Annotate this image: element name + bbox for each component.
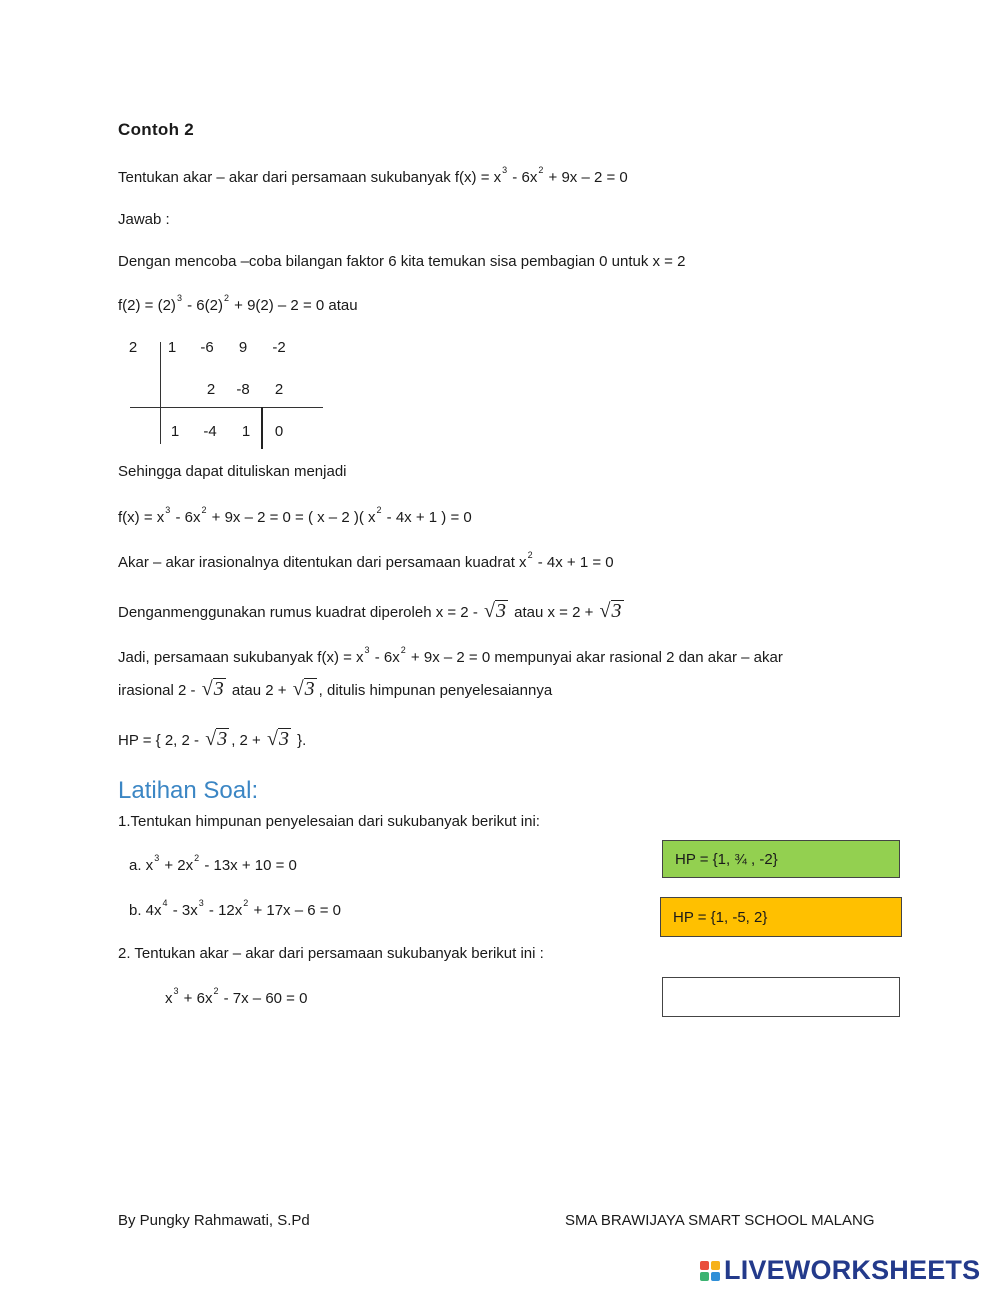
question-2: 2. Tentukan akar – akar dari persamaan sukubanyak berikut ini :: [118, 945, 544, 962]
horner-cell: -6: [200, 339, 214, 356]
jawab-label: Jawab :: [118, 211, 170, 228]
horner-cell: 2: [206, 381, 216, 398]
horner-divisor: 2: [128, 339, 138, 356]
sehingga-text: Sehingga dapat dituliskan menjadi: [118, 463, 347, 480]
latihan-heading: Latihan Soal:: [118, 777, 259, 804]
horner-divider-horizontal: [130, 407, 323, 408]
sqrt-symbol: √3: [292, 678, 315, 700]
sqrt-symbol: √3: [599, 600, 622, 622]
trial-text: Dengan mencoba –coba bilangan faktor 6 kita temukan sisa pembagian 0 untuk x = 2: [118, 253, 686, 270]
horner-cell: 1: [170, 423, 180, 440]
footer-school: SMA BRAWIJAYA SMART SCHOOL MALANG: [565, 1212, 875, 1229]
sqrt-symbol: √3: [201, 678, 224, 700]
jadi-text: Jadi, persamaan sukubanyak $f(x) = x^3 - 6x^2 + 9x - 2 = 0$ mempunyai akar rasional 2 dan akar – akar: [118, 645, 783, 666]
factored-equation: $f(x) = x^3 - 6x^2 + 9x - 2 = 0$ = ( x – 2 )( $x^2 - 4x + 1$ ) = 0: [118, 505, 472, 526]
rumus-text: Denganmenggunakan rumus kuadrat diperoleh x = 2 - √3 atau x = 2 + √3: [118, 600, 622, 622]
horner-cell: 9: [238, 339, 248, 356]
question-1b: b. $4x^4 - 3x^3 - 12x^2 + 17x - 6 = 0$: [129, 898, 342, 919]
question-1: 1.Tentukan himpunan penyelesaian dari sukubanyak berikut ini:: [118, 813, 540, 830]
f2-equation: $f(2) = (2)^3 - 6(2)^2 + 9(2) - 2 = 0$ atau: [118, 293, 358, 314]
question-2-equation: $x^3 + 6x^2 - 7x - 60 = 0$: [165, 986, 308, 1007]
horner-cell: -8: [236, 381, 250, 398]
horner-cell: 1: [167, 339, 177, 356]
horner-cell: 2: [274, 381, 284, 398]
page-title: Contoh 2: [118, 120, 195, 139]
question-1a: a. $x^3 + 2x^2 - 13x + 10 = 0$: [129, 853, 297, 874]
hp-result: HP = { 2, 2 - √3 , 2 + √3 }.: [118, 728, 307, 750]
horner-remainder-divider: [261, 407, 263, 449]
liveworksheets-logo-icon: [700, 1261, 720, 1281]
answer-1b-input[interactable]: [660, 897, 902, 937]
answer-2-input[interactable]: [662, 977, 900, 1017]
sqrt-symbol: √3: [205, 728, 228, 750]
horner-cell: -4: [203, 423, 217, 440]
footer-author: By Pungky Rahmawati, S.Pd: [118, 1212, 310, 1229]
liveworksheets-wordmark: LIVEWORKSHEETS: [724, 1255, 981, 1285]
horner-cell: 1: [241, 423, 251, 440]
sqrt-symbol: √3: [483, 600, 506, 622]
question-text: Tentukan akar – akar dari persamaan sukubanyak $f(x) = x^3 - 6x^2 + 9x - 2 = 0$: [118, 165, 628, 186]
horner-cell: -2: [272, 339, 286, 356]
liveworksheets-logo: [700, 1255, 980, 1286]
akar-text: Akar – akar irasionalnya ditentukan dari persamaan kuadrat $x^2 - 4x + 1 = 0$: [118, 550, 614, 571]
jadi-text-continued: irasional 2 - √3 atau 2 + √3 , ditulis himpunan penyelesaiannya: [118, 678, 553, 700]
horner-remainder: 0: [274, 423, 284, 440]
sqrt-symbol: √3: [266, 728, 289, 750]
answer-1a-input[interactable]: [662, 840, 900, 878]
